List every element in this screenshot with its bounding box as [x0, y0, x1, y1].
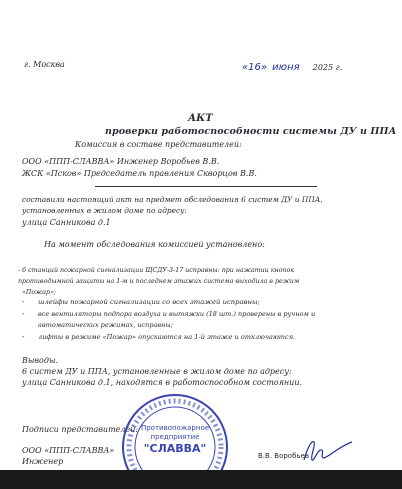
- bullet-dash-2: -: [22, 298, 25, 306]
- compiled-line-1: составили настоящий акт на предмет обследования 6 систем ДУ и ППА,: [22, 195, 323, 204]
- finding-2: шлейфы пожарной сигнализации со всех этажей исправны;: [38, 298, 260, 306]
- compiled-line-2: установленных в жилом доме по адресу:: [22, 206, 187, 215]
- signatures-heading: Подписи представителей:: [22, 425, 139, 434]
- address: улица Санникова д.1: [22, 218, 111, 227]
- signature-name: В.В. Воробьев: [258, 452, 309, 460]
- city: г. Москва: [24, 60, 65, 69]
- date-day: «16»: [242, 62, 268, 73]
- conclusion-line-1: 6 систем ДУ и ППА, установленные в жилом доме по адресу:: [22, 367, 292, 376]
- stamp-name: "СЛАВВА": [143, 442, 207, 455]
- commission-label: Комиссия в составе представителей:: [75, 140, 242, 149]
- doc-subtitle: проверки работоспособности системы ДУ и ППА: [105, 126, 397, 137]
- conclusion-line-2: улица Санникова д.1, находятся в работоспособном состоянии.: [22, 378, 303, 387]
- findings-heading: На момент обследования комиссией установлено:: [44, 240, 265, 249]
- date-year: 2025 г.: [312, 63, 343, 72]
- finding-1-line-1: - 6 станций пожарной сигнализации ЩСДУ-3-17 исправны: при нажатии кнопок: [18, 267, 295, 274]
- signature-org: ООО «ППП-СЛАВВА»: [22, 446, 115, 455]
- stamp-line-1: Противопожарное: [140, 424, 210, 432]
- bullet-dash-4: -: [22, 333, 25, 341]
- representative-1: ООО «ППП-СЛАВВА» Инженер Воробьев В.В.: [22, 157, 220, 166]
- finding-1-line-2: противодымной защиты на 1-м и последнем этажах система выходила в режим: [18, 278, 300, 285]
- finding-1-line-3: «Пожар»;: [22, 289, 57, 296]
- bullet-dash-3: -: [22, 310, 25, 318]
- date: [242, 55, 342, 74]
- date-month: июня: [272, 62, 300, 73]
- bottom-bar: [0, 470, 402, 489]
- finding-3-line-2: автоматических режимах, исправны;: [38, 321, 173, 329]
- doc-title: АКТ: [188, 113, 213, 124]
- separator-line: [95, 186, 317, 187]
- conclusions-heading: Выводы.: [22, 356, 58, 365]
- finding-4: лифты в режиме «Пожар» опускаются на 1-й этаже и отключаются.: [38, 333, 296, 341]
- finding-3-line-1: все вентиляторы подпора воздуха и вытяжки (18 шт.) проверены в ручном и: [38, 310, 316, 318]
- handwritten-signature-icon: [300, 436, 360, 466]
- signature-role: Инженер: [22, 457, 64, 466]
- representative-2: ЖСК «Псков» Председатель правления Скворцов В.В.: [22, 169, 257, 178]
- stamp-line-2: предприятие: [150, 433, 200, 441]
